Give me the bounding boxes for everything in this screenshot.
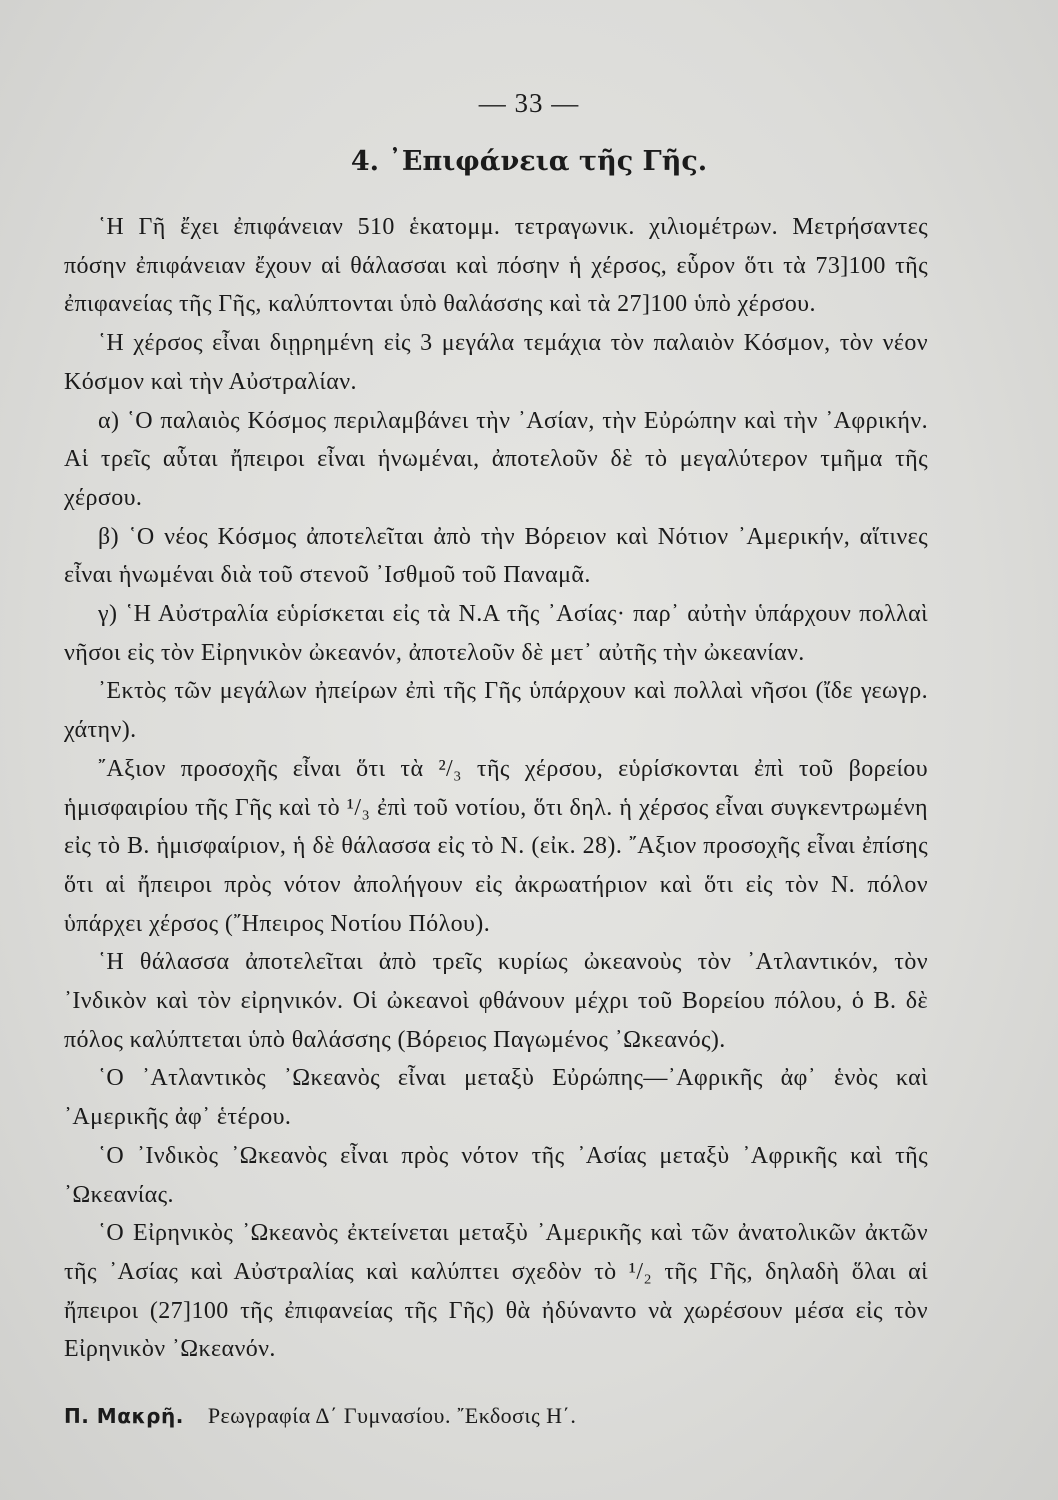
paragraph: β) ῾Ο νέος Κόσμος ἀποτελεῖται ἀπὸ τὴν Βόρειον καὶ Νότιον ᾿Αμερικήν, αἵτινες εἶναι ἡνωμέναι διὰ τοῦ στενοῦ ᾿Ισθμοῦ τοῦ Παναμᾶ. <box>64 523 928 589</box>
paragraph: ῾Η θάλασσα ἀποτελεῖται ἀπὸ τρεῖς κυρίως ὠκεανοὺς τὸν ᾿Ατλαντικόν, τὸν ᾿Ινδικὸν καὶ τὸν εἰρηνικόν. Οἱ ὠκεανοὶ φθάνουν μέχρι τοῦ Βορείου πόλου, ὁ Β. δὲ πόλος καλύπτεται ὑπὸ θαλάσσης (Βόρειος Παγωμένος ᾿Ωκεανός). <box>64 949 928 1053</box>
page-number: — 33 — <box>478 88 580 118</box>
paragraph: ᾿Εκτὸς τῶν μεγάλων ἠπείρων ἐπὶ τῆς Γῆς ὑπάρχουν καὶ πολλαὶ νῆσοι (ἴδε γεωγρ. χάτην). <box>64 678 928 744</box>
paragraph: ῾Ο ᾿Ινδικὸς ᾿Ωκεανὸς εἶναι πρὸς νότον τῆς ᾿Ασίας μεταξὺ ᾿Αφρικῆς καὶ τῆς ᾿Ωκεανίας. <box>64 1142 928 1208</box>
section-title: 4. ᾿Επιφάνεια τῆς Γῆς. <box>350 146 708 177</box>
paragraph: ῾Η χέρσος εἶναι διῃρημένη εἰς 3 μεγάλα τεμάχια τὸν παλαιὸν Κόσμον, τὸν νέον Κόσμον καὶ τὴν Αὐστραλίαν. <box>64 330 928 395</box>
paragraph: ῾Η Γῆ ἔχει ἐπιφάνειαν 510 ἑκατομμ. τετραγωνικ. χιλιομέτρων. Μετρήσαντες πόσην ἐπιφάνειαν ἔχουν αἱ θάλασσαι καὶ πόσην ἡ χέρσος, εὗρον ὅτι τὰ 73]100 τῆς ἐπιφανείας τῆς Γῆς, καλύπτονται ὑπὸ θαλάσσης καὶ τὰ 27]100 ὑπὸ χέρσου. <box>64 214 928 318</box>
paragraph: γ) ῾Η Αὐστραλία εὑρίσκεται εἰς τὰ Ν.Α τῆς ᾿Ασίας· παρ᾿ αὐτὴν ὑπάρχουν πολλαὶ νῆσοι εἰς τὸν Εἰρηνικὸν ὠκεανόν, ἀποτελοῦν δὲ μετ᾿ αὐτῆς τὴν ὠκεανίαν. <box>64 601 928 666</box>
footer-book-title: Ρεωγραφία Δ΄ Γυμνασίου. ῎Εκδοσις Η΄. <box>207 1403 577 1428</box>
page-footer <box>64 1403 964 1429</box>
paragraph: α) ῾Ο παλαιὸς Κόσμος περιλαμβάνει τὴν ᾿Ασίαν, τὴν Εὐρώπην καὶ τὴν ᾿Αφρικήν. Αἱ τρεῖς αὗται ἤπειροι εἶναι ἡνωμέναι, ἀποτελοῦν δὲ τὸ μεγαλύτερον τμῆμα τῆς χέρσου. <box>64 407 928 511</box>
paragraph: ῾Ο ᾿Ατλαντικὸς ᾿Ωκεανὸς εἶναι μεταξὺ Εὐρώπης—᾿Αφρικῆς ἀφ᾿ ἑνὸς καὶ ᾿Αμερικῆς ἀφ᾿ ἑτέρου. <box>64 1065 928 1131</box>
paragraph: ῾Ο Εἰρηνικὸς ᾿Ωκεανὸς ἐκτείνεται μεταξὺ ᾿Αμερικῆς καὶ τῶν ἀνατολικῶν ἀκτῶν τῆς ᾿Ασίας καὶ Αὐστραλίας καὶ καλύπτει σχεδὸν τὸ ¹/₂ τῆς Γῆς, δηλαδὴ ὅλαι αἱ ἤπειροι (27]100 τῆς ἐπιφανείας τῆς Γῆς) θὰ ἠδύναντο νὰ χωρέσουν μέσα εἰς τὸν Εἰρηνικὸν ᾿Ωκεανόν. <box>64 1220 928 1363</box>
paragraph: ῎Αξιον προσοχῆς εἶναι ὅτι τὰ ²/₃ τῆς χέρσου, εὑρίσκονται ἐπὶ τοῦ βορείου ἡμισφαιρίου τῆς Γῆς καὶ τὸ ¹/₃ ἐπὶ τοῦ νοτίου, ὅτι δηλ. ἡ χέρσος εἶναι συγκεντρωμένη εἰς τὸ Β. ἡμισφαίριον, ἡ δὲ θάλασσα εἰς τὸ Ν. (εἰκ. 28). ῎Αξιον προσοχῆς εἶναι ἐπίσης ὅτι αἱ ἤπειροι πρὸς νότον ἀπολήγουν εἰς ἀκρωατήριον καὶ ὅτι εἰς τὸν Ν. πόλον ὑπάρχει χέρσος (῎Ηπειρος Νοτίου Πόλου). <box>64 755 928 937</box>
footer-author: Π. Μακρῆ. <box>64 1404 184 1428</box>
body-text <box>64 208 928 1369</box>
